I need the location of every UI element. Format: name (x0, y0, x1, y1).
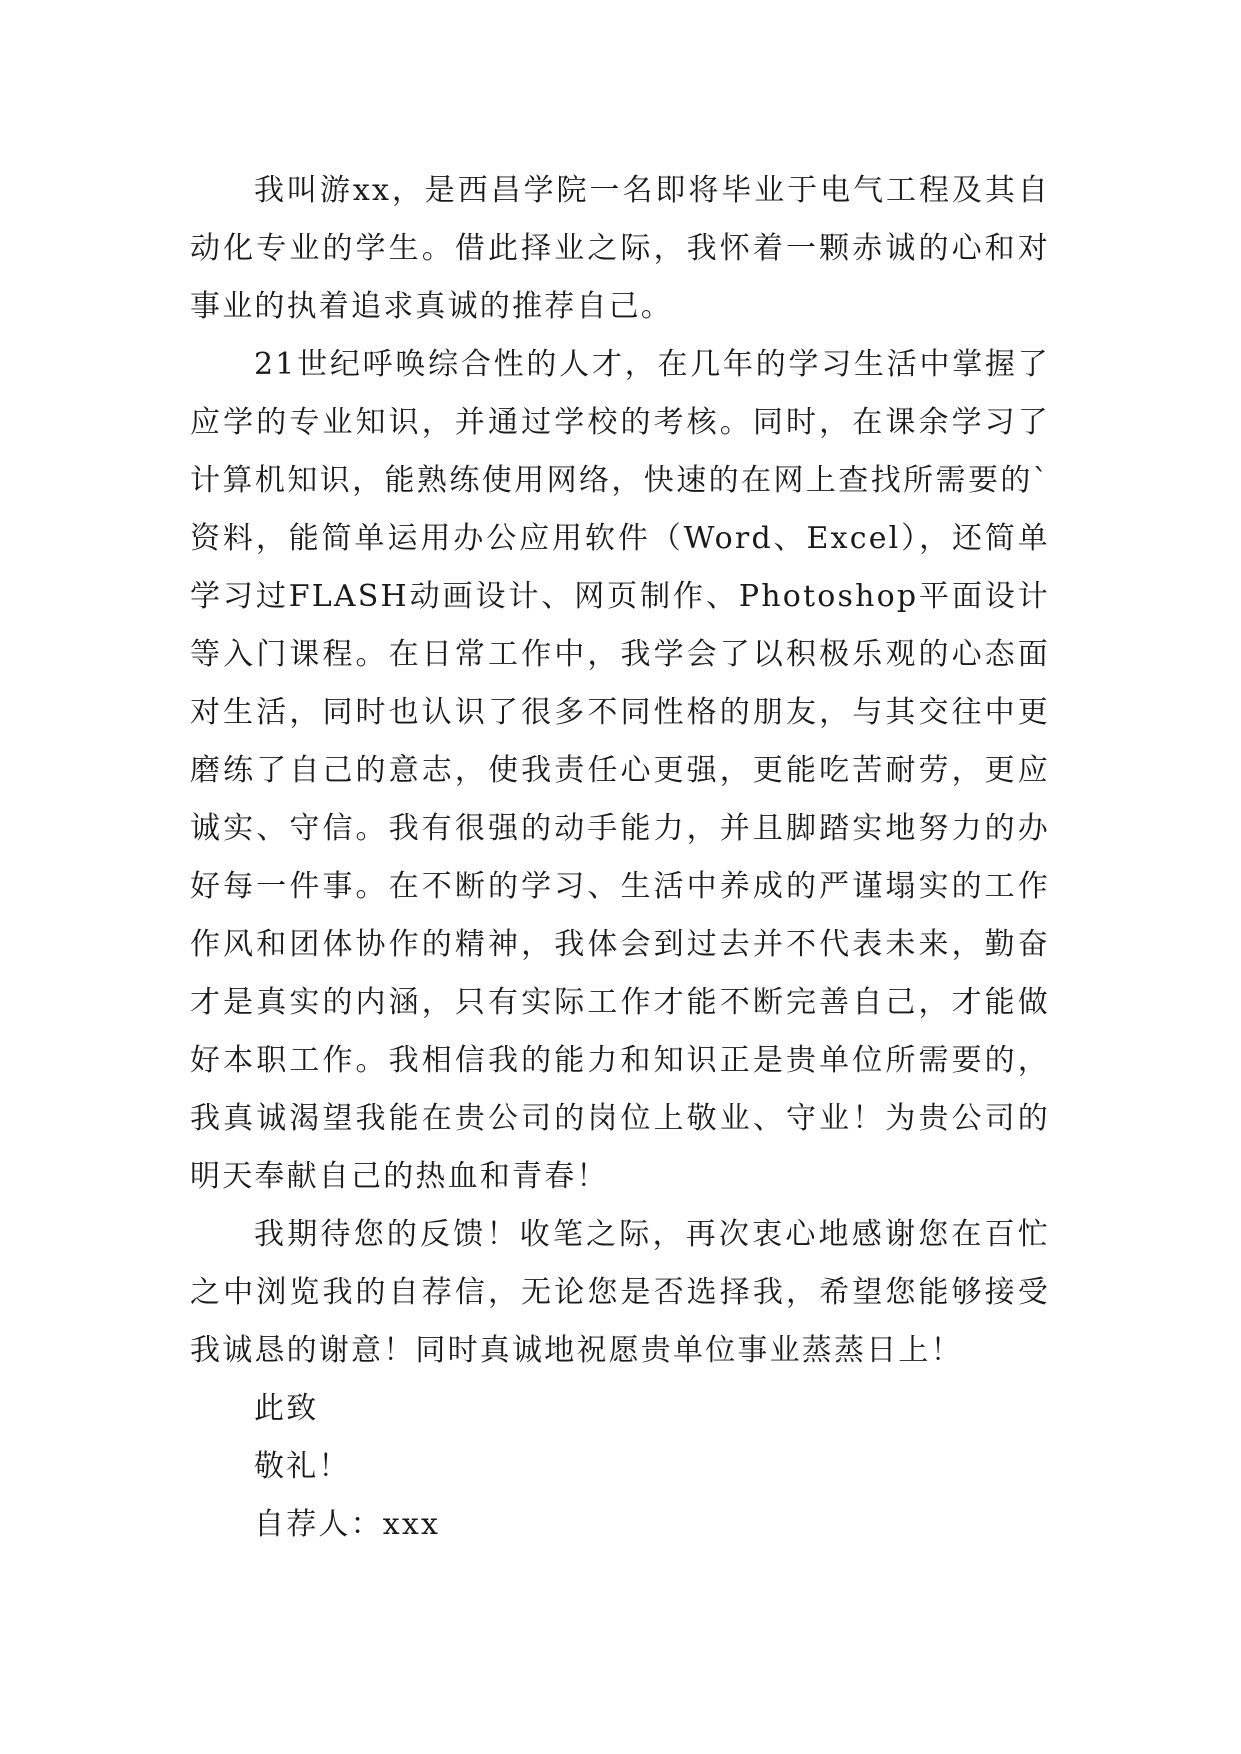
signature: 自荐人：xxx (254, 1507, 441, 1542)
closing-regards: 敬礼！ (254, 1449, 351, 1484)
paragraph-introduction: 我叫游xx，是西昌学院一名即将毕业于电气工程及其自动化专业的学生。借此择业之际，我怀着一颗赤诚的心和对事业的执着追求真诚的推荐自己。 (190, 173, 1050, 324)
paragraph-thanks: 我期待您的反馈！收笔之际，再次衷心地感谢您在百忙之中浏览我的自荐信，无论您是否选择我，希望您能够接受我诚恳的谢意！同时真诚地祝愿贵单位事业蒸蒸日上！ (190, 1217, 1050, 1368)
closing-salutation: 此致 (254, 1391, 319, 1426)
paragraph-skills: 21世纪呼唤综合性的人才，在几年的学习生活中掌握了应学的专业知识，并通过学校的考核。同时，在课余学习了计算机知识，能熟练使用网络，快速的在网上查找所需要的`资料，能简单运用办公应用软件（Word、Excel），还简单学习过FLASH动画设计、网页制作、Photoshop平面设计等入门课程。在日常工作中，我学会了以积极乐观的心态面对生活，同时也认识了很多不同性格的朋友，与其交往中更磨练了自己的意志，使我责任心更强，更能吃苦耐劳，更应诚实、守信。我有很强的动手能力，并且脚踏实地努力的办好每一件事。在不断的学习、生活中养成的严谨塌实的工作作风和团体协作的精神，我体会到过去并不代表未来，勤奋才是真实的内涵，只有实际工作才能不断完善自己，才能做好本职工作。我相信我的能力和知识正是贵单位所需要的，我真诚渴望我能在贵公司的岗位上敬业、守业！为贵公司的明天奉献自己的热血和青春！ (190, 347, 1050, 1194)
letter-body (190, 162, 1050, 1554)
